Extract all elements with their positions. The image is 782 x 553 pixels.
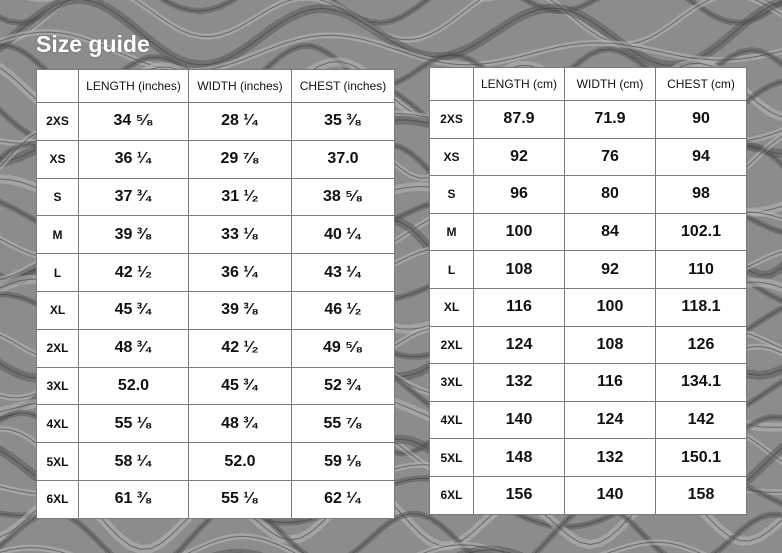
inches-size-table [36,69,395,519]
table-row [37,103,395,141]
size-label-cell: 5XL [430,439,474,477]
table-row [37,443,395,481]
table-row [37,329,395,367]
length-cm-cell: 108 [474,251,565,289]
size-label-cell: 4XL [37,405,79,443]
table-row [37,367,395,405]
table-row [37,480,395,518]
size-label-cell: XL [37,291,79,329]
length-inches-cell: 55 ¹⁄₈ [79,405,189,443]
width-cm-cell: 140 [565,476,656,514]
chest-cm-cell: 142 [656,401,747,439]
length-cm-cell: 92 [474,138,565,176]
width-cm-cell: 71.9 [565,101,656,139]
table-row [430,288,747,326]
header-chest-cm: CHEST (cm) [656,68,747,101]
chest-inches-cell: 59 ¹⁄₈ [292,443,395,481]
table-row [37,178,395,216]
size-label-cell: 6XL [37,480,79,518]
length-inches-cell: 36 ¹⁄₄ [79,140,189,178]
length-cm-cell: 124 [474,326,565,364]
header-length-cm: LENGTH (cm) [474,68,565,101]
length-cm-cell: 140 [474,401,565,439]
table-row [430,439,747,477]
chest-inches-cell: 49 ⁵⁄₈ [292,329,395,367]
length-inches-cell: 34 ⁵⁄₈ [79,103,189,141]
header-corner-cell [37,70,79,103]
chest-inches-cell: 38 ⁵⁄₈ [292,178,395,216]
page-title: Size guide [36,31,150,57]
width-inches-cell: 45 ³⁄₄ [189,367,292,405]
cm-size-table [429,67,747,515]
width-inches-cell: 33 ¹⁄₈ [189,216,292,254]
table-row [37,216,395,254]
header-length-inches: LENGTH (inches) [79,70,189,103]
size-label-cell: 2XL [37,329,79,367]
width-cm-cell: 84 [565,213,656,251]
size-label-cell: L [37,254,79,292]
width-cm-cell: 108 [565,326,656,364]
size-label-cell: M [37,216,79,254]
table-row [430,401,747,439]
chest-cm-cell: 98 [656,176,747,214]
size-label-cell: 4XL [430,401,474,439]
chest-inches-cell: 52 ³⁄₄ [292,367,395,405]
table-row [430,364,747,402]
table-row [430,213,747,251]
length-inches-cell: 42 ¹⁄₂ [79,254,189,292]
length-inches-cell: 58 ¹⁄₄ [79,443,189,481]
width-cm-cell: 100 [565,288,656,326]
length-inches-cell: 48 ³⁄₄ [79,329,189,367]
chest-inches-cell: 43 ¹⁄₄ [292,254,395,292]
chest-cm-cell: 94 [656,138,747,176]
length-cm-cell: 87.9 [474,101,565,139]
chest-inches-cell: 55 ⁷⁄₈ [292,405,395,443]
table-row [430,476,747,514]
width-inches-cell: 42 ¹⁄₂ [189,329,292,367]
chest-cm-cell: 118.1 [656,288,747,326]
size-label-cell: 2XS [37,103,79,141]
width-cm-cell: 124 [565,401,656,439]
width-inches-cell: 29 ⁷⁄₈ [189,140,292,178]
table-header-row [37,70,395,103]
table-row [430,138,747,176]
length-inches-cell: 45 ³⁄₄ [79,291,189,329]
width-inches-cell: 39 ³⁄₈ [189,291,292,329]
size-label-cell: 2XS [430,101,474,139]
width-cm-cell: 132 [565,439,656,477]
chest-inches-cell: 40 ¹⁄₄ [292,216,395,254]
width-inches-cell: 52.0 [189,443,292,481]
chest-cm-cell: 150.1 [656,439,747,477]
chest-inches-cell: 35 ³⁄₈ [292,103,395,141]
width-inches-cell: 48 ³⁄₄ [189,405,292,443]
size-label-cell: 6XL [430,476,474,514]
chest-inches-cell: 46 ¹⁄₂ [292,291,395,329]
table-row [430,176,747,214]
length-cm-cell: 148 [474,439,565,477]
width-cm-cell: 76 [565,138,656,176]
chest-cm-cell: 110 [656,251,747,289]
length-cm-cell: 116 [474,288,565,326]
length-inches-cell: 39 ³⁄₈ [79,216,189,254]
table-row [430,251,747,289]
header-chest-inches: CHEST (inches) [292,70,395,103]
table-row [430,101,747,139]
length-cm-cell: 132 [474,364,565,402]
chest-inches-cell: 37.0 [292,140,395,178]
chest-inches-cell: 62 ¹⁄₄ [292,480,395,518]
size-label-cell: XS [37,140,79,178]
size-label-cell: L [430,251,474,289]
table-row [37,405,395,443]
header-width-cm: WIDTH (cm) [565,68,656,101]
size-label-cell: 3XL [37,367,79,405]
chest-cm-cell: 90 [656,101,747,139]
chest-cm-cell: 102.1 [656,213,747,251]
width-cm-cell: 116 [565,364,656,402]
size-label-cell: XS [430,138,474,176]
size-label-cell: 5XL [37,443,79,481]
length-inches-cell: 37 ³⁄₄ [79,178,189,216]
size-label-cell: M [430,213,474,251]
size-label-cell: 2XL [430,326,474,364]
size-label-cell: XL [430,288,474,326]
width-inches-cell: 28 ¹⁄₄ [189,103,292,141]
header-corner-cell [430,68,474,101]
table-header-row [430,68,747,101]
header-width-inches: WIDTH (inches) [189,70,292,103]
table-row [37,140,395,178]
length-cm-cell: 100 [474,213,565,251]
length-cm-cell: 156 [474,476,565,514]
width-inches-cell: 36 ¹⁄₄ [189,254,292,292]
length-cm-cell: 96 [474,176,565,214]
table-row [37,254,395,292]
length-inches-cell: 61 ³⁄₈ [79,480,189,518]
width-inches-cell: 31 ¹⁄₂ [189,178,292,216]
chest-cm-cell: 134.1 [656,364,747,402]
table-row [430,326,747,364]
length-inches-cell: 52.0 [79,367,189,405]
table-row [37,291,395,329]
width-cm-cell: 92 [565,251,656,289]
chest-cm-cell: 158 [656,476,747,514]
width-cm-cell: 80 [565,176,656,214]
size-label-cell: S [37,178,79,216]
size-label-cell: S [430,176,474,214]
chest-cm-cell: 126 [656,326,747,364]
width-inches-cell: 55 ¹⁄₈ [189,480,292,518]
size-label-cell: 3XL [430,364,474,402]
